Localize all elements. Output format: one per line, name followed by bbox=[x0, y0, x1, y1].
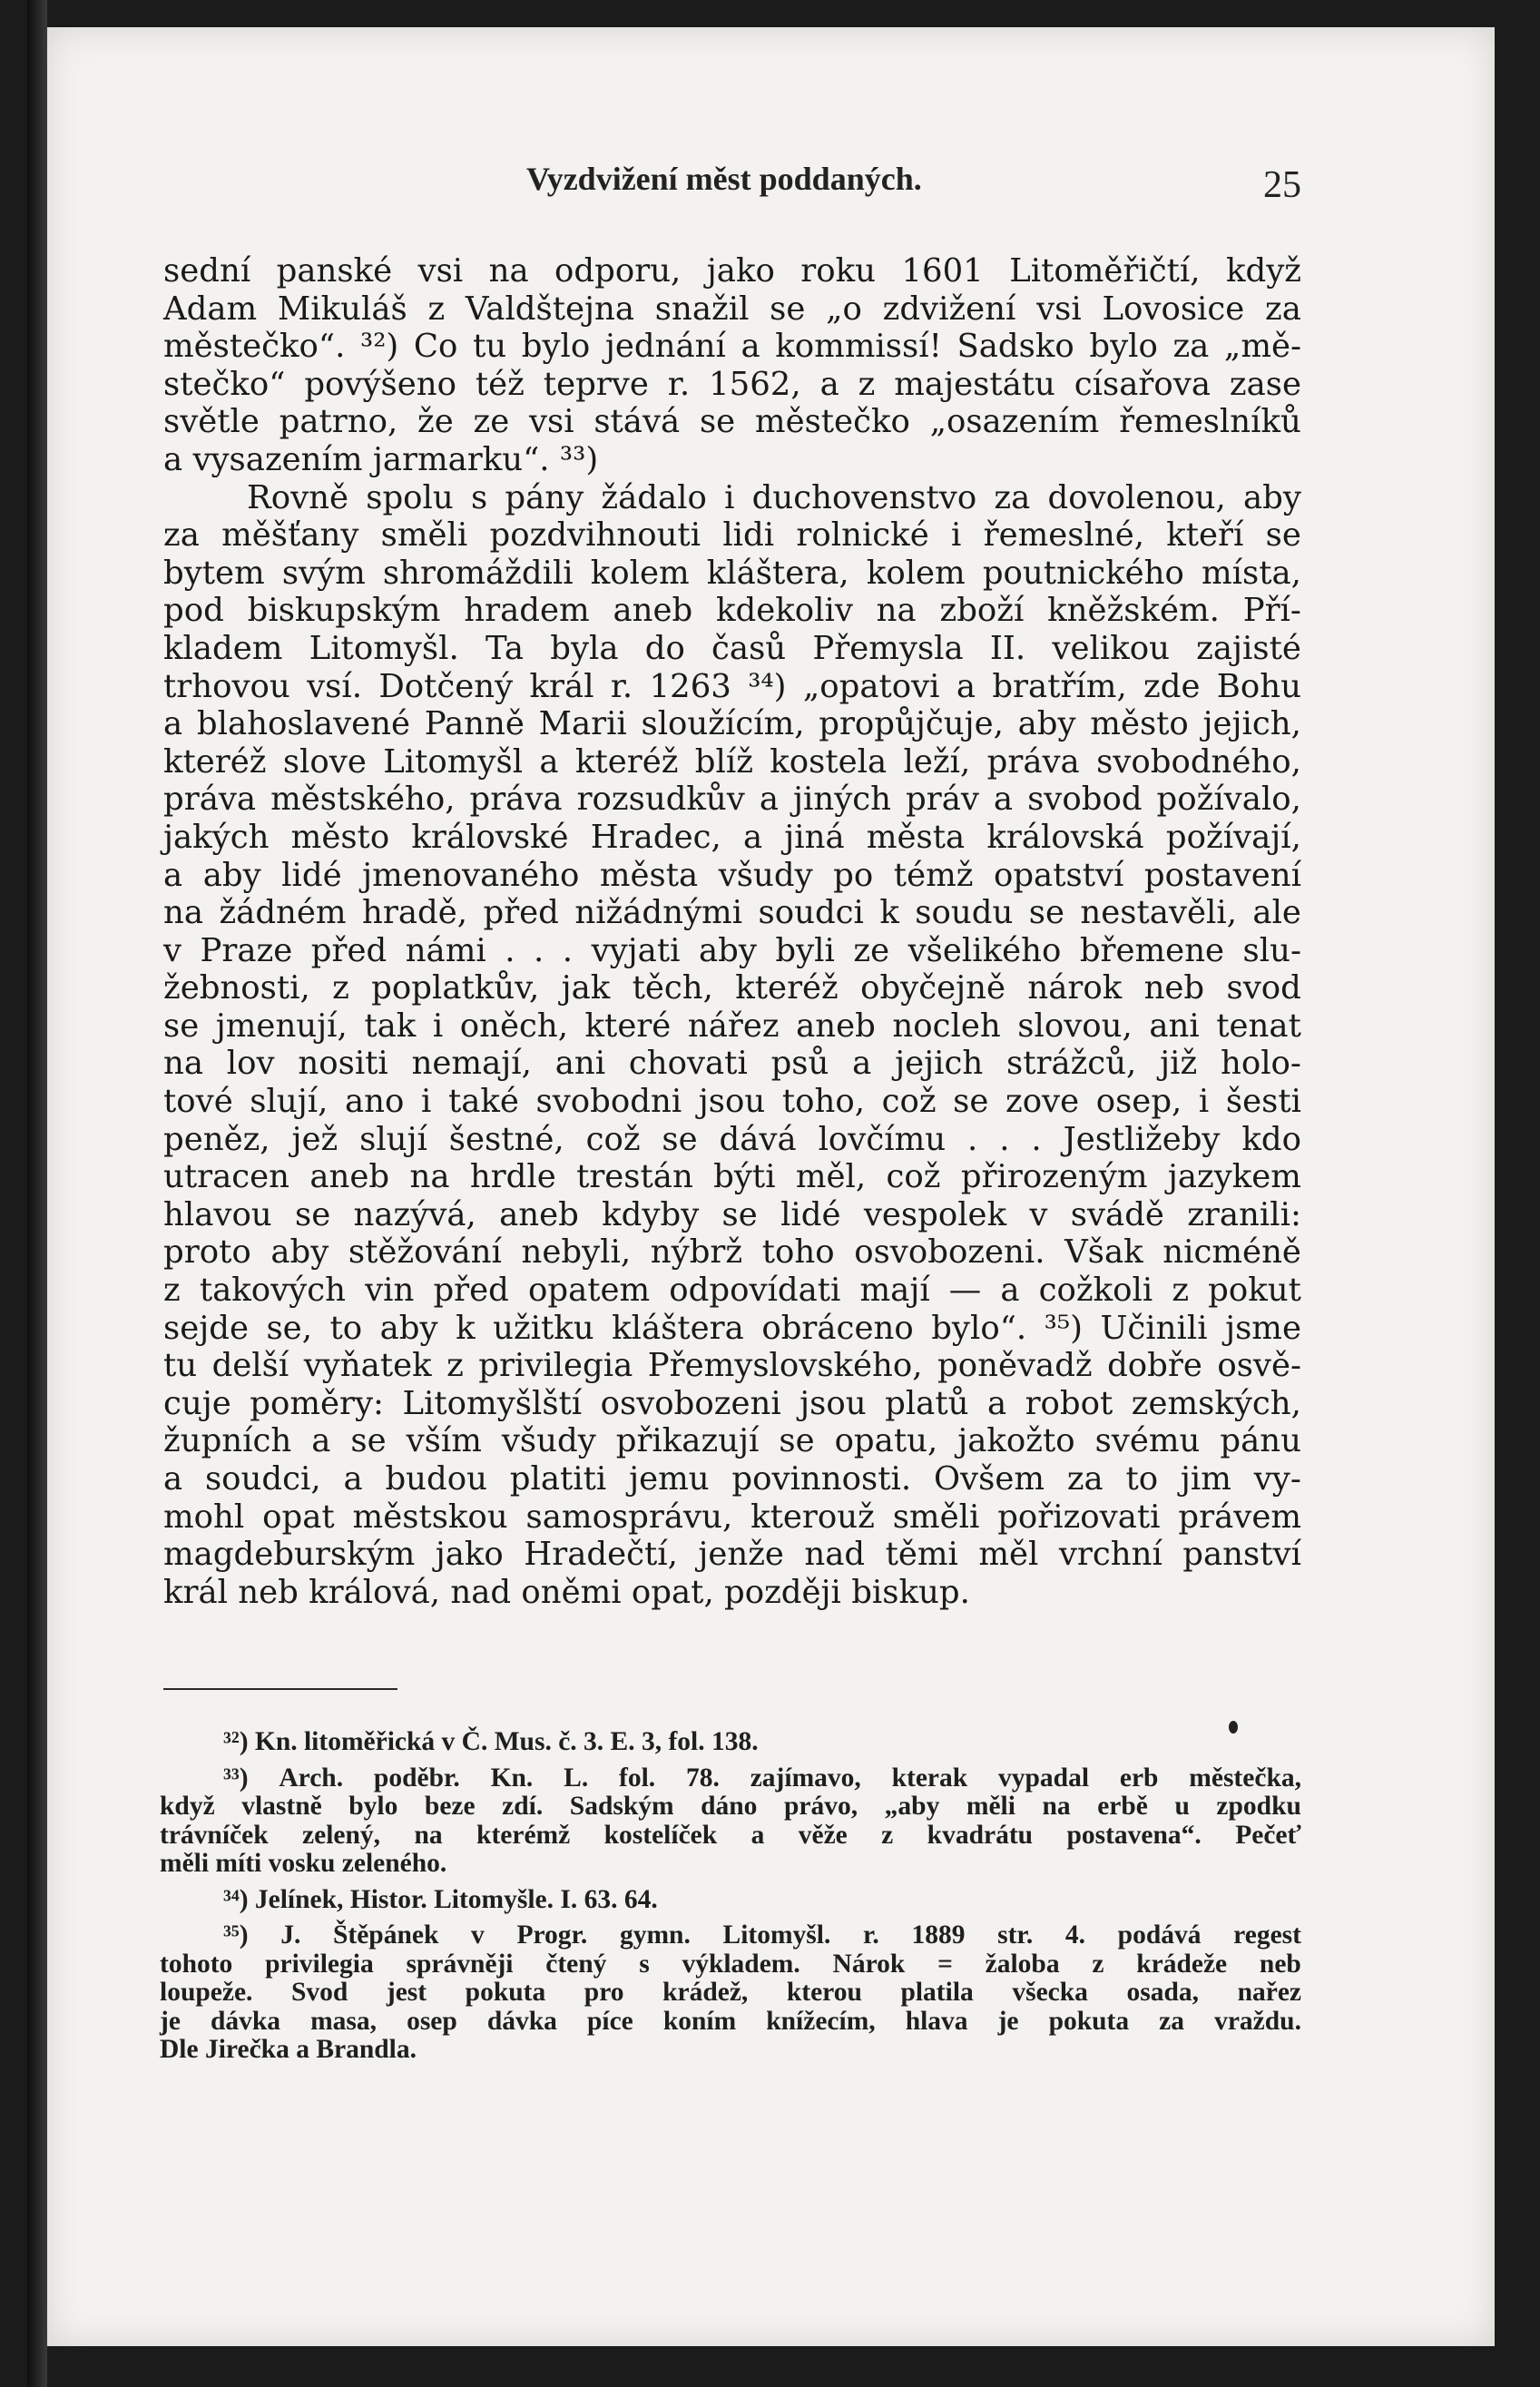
text-line: jakých město královské Hradec, a jiná města královská požívají, bbox=[163, 818, 1301, 856]
text-line: na lov nositi nemají, ani chovati psů a jejich strážců, již holo- bbox=[163, 1045, 1301, 1083]
main-text bbox=[163, 252, 1301, 1611]
page-number: 25 bbox=[1263, 164, 1301, 206]
text-line: župních a se vším všudy přikazují se opatu, jakožto svému pánu bbox=[163, 1422, 1301, 1460]
text-line: pod biskupským hradem aneb kdekoliv na zboží kněžském. Pří- bbox=[163, 592, 1301, 630]
text-line: tu delší vyňatek z privilegia Přemyslovského, poněvadž dobře osvě- bbox=[163, 1347, 1301, 1385]
text-line: mohl opat městskou samosprávu, kterouž směli pořizovati právem bbox=[163, 1498, 1301, 1536]
footnote-line: je dávka masa, osep dávka píce koním knížecím, hlava je pokuta za vraždu. bbox=[160, 2006, 1301, 2036]
text-line: trhovou vsí. Dotčený král r. 1263 ³⁴) „opatovi a bratřím, zde Bohu bbox=[163, 667, 1301, 705]
text-line: Adam Mikuláš z Valdštejna snažil se „o zdvižení vsi Lovosice za bbox=[163, 290, 1301, 328]
footnote-line: tohoto privilegia správněji čtený s výkladem. Nárok = žaloba z krádeže neb bbox=[160, 1949, 1301, 1979]
text-line: a soudci, a budou platiti jemu povinnosti. Ovšem za to jim vy- bbox=[163, 1460, 1301, 1498]
book-gutter-shadow bbox=[27, 0, 47, 2387]
text-line: a blahoslavené Panně Marii sloužícím, propůjčuje, aby město jejich, bbox=[163, 705, 1301, 743]
text-line: v Praze před námi . . . vyjati aby byli ze všelikého břemene slu- bbox=[163, 931, 1301, 969]
footnote-line: Dle Jirečka a Brandla. bbox=[160, 2035, 417, 2064]
footnote-separator bbox=[163, 1688, 397, 1690]
footnote-line: ³³) Arch. poděbr. Kn. L. fol. 78. zajímavo, kterak vypadal erb městečka, bbox=[223, 1763, 1301, 1793]
text-line: bytem svým shromáždili kolem kláštera, kolem poutnického místa, bbox=[163, 554, 1301, 592]
text-line: Rovně spolu s pány žádalo i duchovenstvo za dovolenou, aby bbox=[247, 478, 1301, 516]
footnote-line: ³⁵) J. Štěpánek v Progr. gymn. Litomyšl. r. 1889 str. 4. podává regest bbox=[223, 1920, 1301, 1950]
footnote-line: loupeže. Svod jest pokuta pro krádež, kterou platila všecka osada, nařez bbox=[160, 1978, 1301, 2007]
footnote-line: když vlastně bylo beze zdí. Sadským dáno právo, „aby měli na erbě u zpodku bbox=[160, 1792, 1301, 1821]
text-line: kteréž slove Litomyšl a kteréž blíž kostela leží, práva svobodného, bbox=[163, 742, 1301, 781]
text-line: za měšťany směli pozdvihnouti lidi rolnické i řemeslné, kteří se bbox=[163, 516, 1301, 555]
footnote-line: měli míti vosku zeleného. bbox=[160, 1849, 447, 1878]
text-line: peněz, jež slují šestné, což se dává lovčímu . . . Jestližeby kdo bbox=[163, 1120, 1301, 1158]
text-line: z takových vin před opatem odpovídati mají — a cožkoli z pokut bbox=[163, 1272, 1301, 1310]
text-line: stečko“ povýšeno též teprve r. 1562, a z majestátu císařova zase bbox=[163, 365, 1301, 403]
text-line: na žádném hradě, před nižádnými soudci k soudu se nestavěli, ale bbox=[163, 894, 1301, 932]
footnote-line: ³⁴) Jelínek, Histor. Litomyšle. I. 63. 64. bbox=[223, 1884, 658, 1914]
footnote-34 bbox=[160, 1886, 1301, 1915]
text-line: a vysazením jarmarku“. ³³) bbox=[163, 440, 599, 478]
text-line: magdeburským jako Hradečtí, jenže nad těmi měl vrchní panství bbox=[163, 1536, 1301, 1574]
text-line: a aby lidé jmenovaného města všudy po témž opatství postavení bbox=[163, 856, 1301, 894]
text-line: hlavou se nazývá, aneb kdyby se lidé vespolek v svádě zranili: bbox=[163, 1195, 1301, 1233]
text-line: žebnosti, z poplatkův, jak těch, kteréž obyčejně nárok neb svod bbox=[163, 969, 1301, 1007]
footnote-line: trávníček zelený, na kterémž kostelíček a věže z kvadrátu postavena“. Pečeť bbox=[160, 1820, 1301, 1850]
footnotes bbox=[160, 1728, 1301, 2072]
text-line: tové slují, ano i také svobodni jsou toho, což se zove osep, i šesti bbox=[163, 1083, 1301, 1121]
running-head: Vyzdvižení měst poddaných. bbox=[526, 161, 922, 197]
text-line: městečko“. ³²) Co tu bylo jednání a kommissí! Sadsko bylo za „mě- bbox=[163, 328, 1301, 366]
text-line: kladem Litomyšl. Ta byla do časů Přemysla II. velikou zajisté bbox=[163, 629, 1301, 667]
text-line: práva městského, práva rozsudkův a jiných práv a svobod požívalo, bbox=[163, 781, 1301, 819]
text-line: světle patrno, že ze vsi stává se městečko „osazením řemeslníků bbox=[163, 403, 1301, 441]
text-line: utracen aneb na hrdle trestán býti měl, což přirozeným jazykem bbox=[163, 1158, 1301, 1196]
text-line: proto aby stěžování nebyli, nýbrž toho osvobozeni. Však nicméně bbox=[163, 1233, 1301, 1272]
footnote-line: ³²) Kn. litoměřická v Č. Mus. č. 3. E. 3, fol. 138. bbox=[223, 1727, 759, 1756]
text-line: sejde se, to aby k užitku kláštera obráceno bylo“. ³⁵) Učinili jsme bbox=[163, 1309, 1301, 1347]
footnote-32 bbox=[160, 1728, 1301, 1757]
text-line: král neb králová, nad oněmi opat, později biskup. bbox=[163, 1573, 970, 1611]
text-line: cuje poměry: Litomyšlští osvobozeni jsou platů a robot zemských, bbox=[163, 1384, 1301, 1422]
text-line: se jmenují, tak i oněch, které nářez aneb nocleh slovou, ani tenat bbox=[163, 1007, 1301, 1045]
footnote-35 bbox=[160, 1921, 1301, 2065]
text-line: sední panské vsi na odporu, jako roku 1601 Litoměřičtí, když bbox=[163, 252, 1301, 290]
footnote-33 bbox=[160, 1764, 1301, 1879]
